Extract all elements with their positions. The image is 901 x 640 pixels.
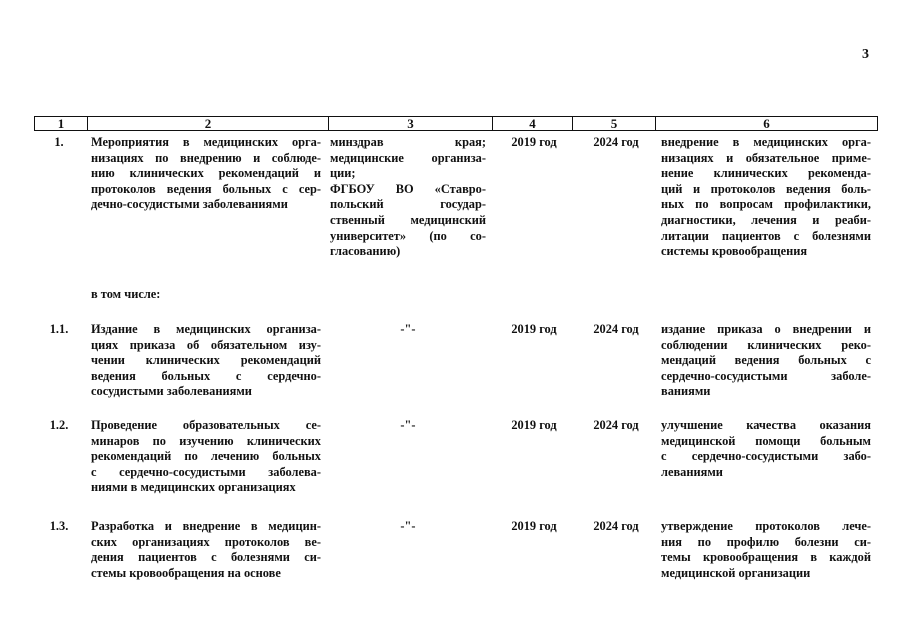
end-year: 2024 год [593,322,639,336]
text-line: циях приказа об обязательном изу- [91,337,321,352]
text-line: системы кровообращения [661,244,808,259]
text-line: Проведение образовательных се- [91,418,321,432]
text-line: нение клинических рекоменда- [661,166,871,181]
text-line: минаров по изучению клинических [91,433,321,448]
subheading-in-that-number: в том числе: [91,287,161,301]
executors-cell [330,519,486,535]
end-year: 2024 год [593,418,639,432]
text-line: темы кровообращения в каждой [661,550,871,565]
text-line: ния по профилю болезни си- [661,534,871,549]
text-line: минздрав края; [330,135,486,149]
activity-cell [91,519,321,581]
start-year: 2019 год [511,418,557,432]
text-line: утверждение протоколов лече- [661,519,871,533]
text-line: ных по вопросам профилактики, [661,197,871,212]
text-line: с сердечно-сосудистыми забо- [661,449,871,464]
header-cell-6: 6 [655,117,877,130]
text-line: Разработка и внедрение в медицин- [91,519,321,533]
text-line: сосудистыми заболеваниями [91,384,252,399]
header-cell-3: 3 [328,117,492,130]
text-line: мендаций ведения больных с [661,353,871,368]
text-line: ции; [330,166,356,181]
text-line: сердечно-сосудистыми заболе- [661,368,871,383]
text-line: издание приказа о внедрении и [661,322,871,336]
text-line: Издание в медицинских организа- [91,322,321,336]
header-cell-1: 1 [57,116,65,131]
start-year: 2019 год [511,519,557,533]
table-header-row [34,116,878,131]
row-number: 1.1. [49,322,69,336]
ditto-mark: -"- [400,519,416,533]
executors-cell [330,135,486,260]
text-line: чении клинических рекомендаций [91,353,321,368]
text-line: польский государ- [330,197,486,212]
result-cell [661,135,871,260]
start-year: 2019 год [511,135,557,149]
header-cell-2: 2 [87,117,328,130]
row-number: 1.2. [49,418,69,432]
text-line: медицинской помощи больным [661,433,871,448]
text-line: внедрение в медицинских орга- [661,135,871,149]
text-line: с сердечно-сосудистыми заболева- [91,464,321,479]
start-year: 2019 год [511,322,557,336]
end-year: 2024 год [593,519,639,533]
text-line: медицинские организа- [330,150,486,165]
executors-cell [330,418,486,434]
text-line: соблюдении клинических реко- [661,337,871,352]
header-cell-4: 4 [492,117,572,130]
text-line: медицинской организации [661,565,811,580]
text-line: диагностики, лечения и реаби- [661,212,871,227]
text-line: ций и протоколов ведения боль- [661,181,871,196]
text-line: стемы кровообращения на основе [91,565,281,580]
result-cell [661,519,871,581]
page-number: 3 [862,47,869,62]
text-line: дения пациентов с болезнями си- [91,550,321,565]
text-line: ственный медицинский [330,212,486,227]
ditto-mark: -"- [400,418,416,432]
text-line: ваниями [661,384,711,399]
text-line: ниями в медицинских организациях [91,480,296,495]
text-line: ФГБОУ ВО «Ставро- [330,181,486,196]
row-number: 1. [54,135,64,149]
text-line: протоколов ведения больных с сер- [91,181,321,196]
header-cell-5: 5 [572,117,655,130]
row-number: 1.3. [49,519,69,533]
text-line: низациях и обязательное приме- [661,150,871,165]
result-cell [661,418,871,480]
text-line: нию клинических рекомендаций и [91,166,321,181]
activity-cell [91,322,321,400]
text-line: ведения больных с сердечно- [91,368,321,383]
ditto-mark: -"- [400,322,416,336]
result-cell [661,322,871,400]
text-line: рекомендаций по лечению больных [91,449,321,464]
executors-cell [330,322,486,338]
text-line: гласованию) [330,244,401,259]
text-line: дечно-сосудистыми заболеваниями [91,197,288,212]
end-year: 2024 год [593,135,639,149]
activity-cell [91,135,321,213]
text-line: Мероприятия в медицинских орга- [91,135,321,149]
text-line: улучшение качества оказания [661,418,871,432]
text-line: леваниями [661,464,723,479]
text-line: университет» (по со- [330,228,486,243]
activity-cell [91,418,321,496]
text-line: литации пациентов с болезнями [661,228,871,243]
text-line: низациях по внедрению и соблюде- [91,150,321,165]
text-line: ских организациях протоколов ве- [91,534,321,549]
